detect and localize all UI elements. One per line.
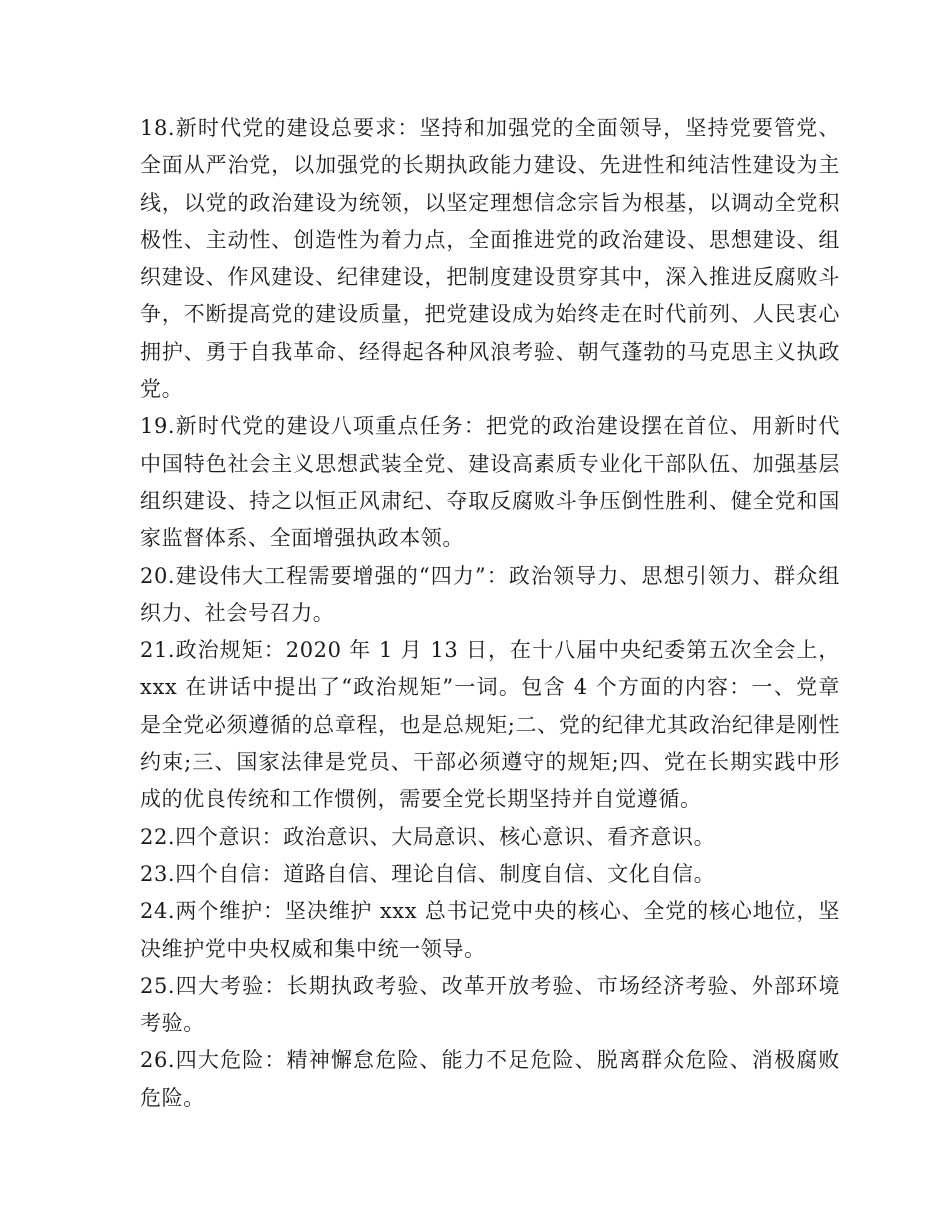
paragraph-item-23: 23.四个自信：道路自信、理论自信、制度自信、文化自信。 — [140, 861, 716, 886]
paragraph-item-22: 22.四个意识：政治意识、大局意识、核心意识、看齐意识。 — [140, 824, 716, 849]
paragraph-item-26: 26.四大危险：精神懈怠危险、能力不足危险、脱离群众危险、消极腐败危险。 — [140, 1048, 840, 1110]
paragraph-item-20: 20.建设伟大工程需要增强的“四力”：政治领导力、思想引领力、群众组织力、社会号召力。 — [140, 563, 840, 625]
paragraph-item-18: 18.新时代党的建设总要求：坚持和加强党的全面领导，坚持党要管党、全面从严治党，以加强党的长期执政能力建设、先进性和纯洁性建设为主线，以党的政治建设为统领，以坚定理想信念宗旨为根基，以调动全党积极性、主动性、创造性为着力点，全面推进党的政治建设、思想建设、组织建设、作风建设、纪律建设，把制度建设贯穿其中，深入推进反腐败斗争，不断提高党的建设质量，把党建设成为始终走在时代前列、人民衷心拥护、勇于自我革命、经得起各种风浪考验、朝气蓬勃的马克思主义执政党。 — [140, 116, 840, 402]
paragraph-item-21: 21.政治规矩：2020 年 1 月 13 日，在十八届中央纪委第五次全会上，xxx 在讲话中提出了“政治规矩”一词。包含 4 个方面的内容：一、党章是全党必须遵循的总章程，也是总规矩;二、党的纪律尤其政治纪律是刚性约束;三、国家法律是党员、干部必须遵守的规矩;四、党在长期实践中形成的优良传统和工作惯例，需要全党长期坚持并自觉遵循。 — [140, 638, 840, 812]
paragraph-item-25: 25.四大考验：长期执政考验、改革开放考验、市场经济考验、外部环境考验。 — [140, 973, 840, 1036]
document-body — [140, 110, 840, 1117]
paragraph-item-19: 19.新时代党的建设八项重点任务：把党的政治建设摆在首位、用新时代中国特色社会主义思想武装全党、建设高素质专业化干部队伍、加强基层组织建设、持之以恒正风肃纪、夺取反腐败斗争压倒性胜利、健全党和国家监督体系、全面增强执政本领。 — [140, 414, 840, 551]
paragraph-item-24: 24.两个维护：坚决维护 xxx 总书记党中央的核心、全党的核心地位，坚决维护党中央权威和集中统一领导。 — [140, 899, 840, 961]
